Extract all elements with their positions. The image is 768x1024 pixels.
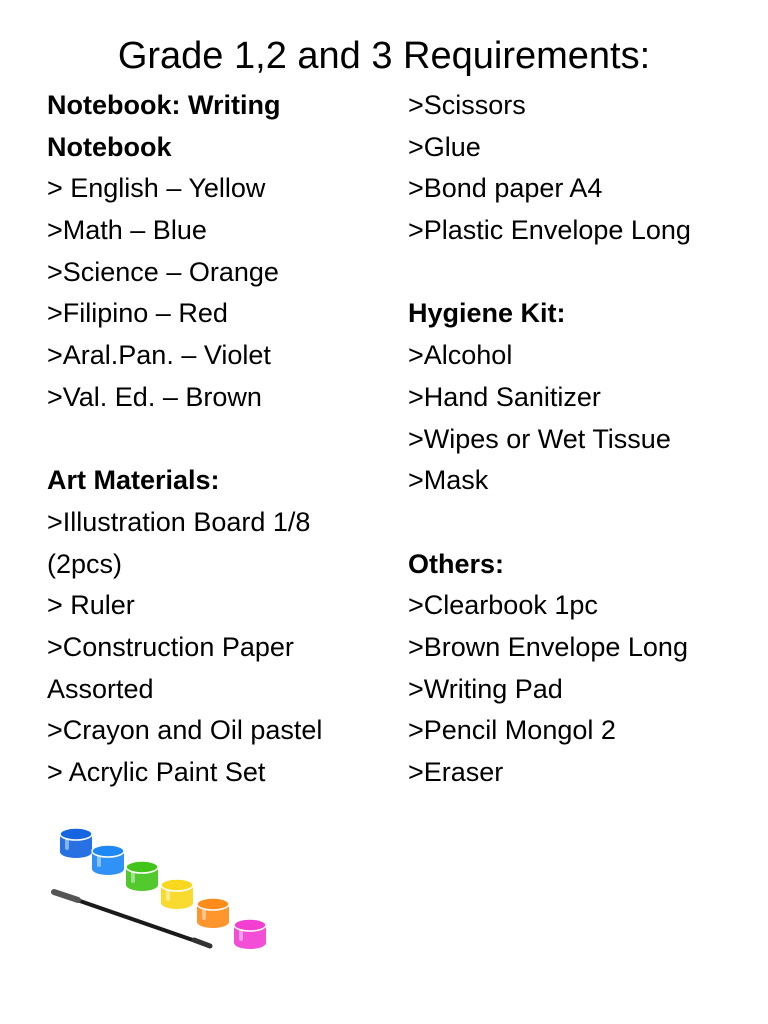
list-item: >Science – Orange xyxy=(47,256,279,287)
right-column xyxy=(408,85,748,794)
hygiene-kit-heading: Hygiene Kit: xyxy=(408,298,566,329)
notebook-heading: Notebook: Writing xyxy=(47,90,281,120)
notebook-heading-continued: Notebook xyxy=(47,131,172,162)
list-item: >Writing Pad xyxy=(408,673,563,704)
paint-pot xyxy=(126,861,158,891)
list-item: >Bond paper A4 xyxy=(408,173,603,204)
list-item: >Hand Sanitizer xyxy=(408,381,601,412)
list-item: Assorted xyxy=(47,673,154,704)
list-item: >Brown Envelope Long xyxy=(408,631,688,662)
spacer xyxy=(408,252,748,294)
list-item: >Clearbook 1pc xyxy=(408,590,598,621)
list-item: >Mask xyxy=(408,465,489,496)
list-item: >Glue xyxy=(408,131,481,162)
paint-set-icon xyxy=(44,808,280,958)
list-item: >Illustration Board 1/8 xyxy=(47,506,311,537)
art-materials-heading: Art Materials: xyxy=(47,465,220,496)
list-item: > Acrylic Paint Set xyxy=(47,757,266,787)
page-title: Grade 1,2 and 3 Requirements: xyxy=(117,35,651,77)
spacer xyxy=(408,502,748,544)
paint-pot xyxy=(197,898,229,928)
list-item: >Val. Ed. – Brown xyxy=(47,381,262,412)
list-item: >Plastic Envelope Long xyxy=(408,215,691,246)
paint-pot xyxy=(60,828,92,858)
list-item: >Construction Paper xyxy=(47,631,294,662)
list-item: > Ruler xyxy=(47,590,135,621)
list-item: >Filipino – Red xyxy=(47,298,228,329)
list-item: >Pencil Mongol 2 xyxy=(408,715,616,746)
list-item: >Math – Blue xyxy=(47,215,207,246)
list-item: >Wipes or Wet Tissue xyxy=(408,423,671,454)
list-item: >Aral.Pan. – Violet xyxy=(47,340,271,371)
list-item: >Alcohol xyxy=(408,340,513,371)
spacer xyxy=(47,419,387,461)
list-item: >Scissors xyxy=(408,90,526,120)
paint-pot xyxy=(234,919,266,949)
others-heading: Others: xyxy=(408,548,505,579)
list-item: > English – Yellow xyxy=(47,173,266,204)
paint-pot xyxy=(92,845,124,875)
list-item: >Crayon and Oil pastel xyxy=(47,715,323,746)
left-column xyxy=(47,85,387,794)
list-item: >Eraser xyxy=(408,757,504,787)
paint-pot xyxy=(161,879,193,909)
list-item: (2pcs) xyxy=(47,548,123,579)
